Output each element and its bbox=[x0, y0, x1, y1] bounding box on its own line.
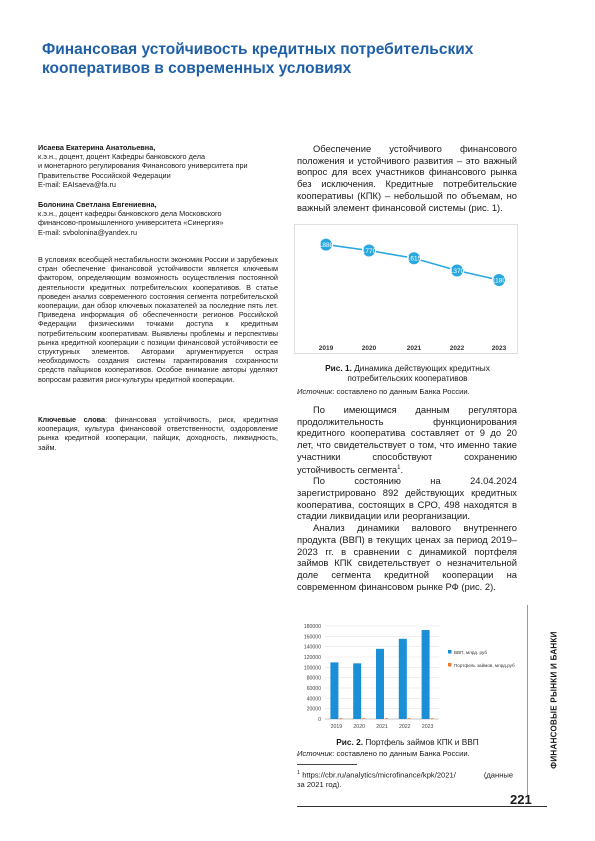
author-line: и монетарного регулирования Финансового университета при bbox=[38, 161, 248, 171]
x-tick-label: 2019 bbox=[330, 724, 343, 730]
article-title: Финансовая устойчивость кредитных потребительских кооперативов в современных условиях bbox=[42, 41, 474, 77]
author-name: Исаева Екатерина Анатольевна, bbox=[38, 143, 156, 152]
y-tick-label: 100000 bbox=[303, 665, 321, 672]
x-tick-label: 2022 bbox=[449, 345, 465, 352]
author-line: к.э.н., доцент, доцент Кафедры банковского дела bbox=[38, 152, 206, 162]
bar bbox=[339, 718, 342, 719]
figure-2-source-text: : составлено по данным Банка России. bbox=[332, 749, 470, 758]
data-label: 1180 bbox=[492, 277, 506, 285]
keywords-label: Ключевые слова bbox=[38, 415, 106, 424]
keywords bbox=[38, 415, 278, 452]
footnote-ref: 1 bbox=[397, 464, 401, 471]
y-tick-label: 0 bbox=[318, 717, 321, 723]
legend-label: Портфель займов, млрд.руб bbox=[454, 663, 515, 668]
paragraph-1-text: Обеспечение устойчивого финансового положения и устойчивого развития – это важный вопрос для всех участников финансового рынка без исключения. Кредитные потребительские кооперативы (КПК) – небольшой по объемам, но важный элемент финансовой системы (рис. 1). bbox=[297, 143, 517, 213]
figure-1-source bbox=[297, 387, 470, 396]
figure-1-caption-text: Динамика действующих кредитных потребительских кооперативов bbox=[347, 363, 490, 383]
x-tick-label: 2019 bbox=[318, 345, 334, 352]
y-tick-label: 140000 bbox=[303, 644, 321, 651]
legend-label: ВВП, млрд. руб bbox=[454, 650, 487, 655]
author-line: финансово-промышленного университета «Синергия» bbox=[38, 218, 224, 228]
footnote-mark: 1 bbox=[297, 770, 301, 776]
y-tick-label: 80000 bbox=[306, 675, 321, 682]
figure-2-source-label: Источник bbox=[297, 749, 333, 758]
bar bbox=[431, 718, 434, 719]
keywords-text: : финансовая устойчивость, риск, кредитная кооперация, культура финансовой ответственности, оздоровление рынка кредитной кооперации, пайщик, доходность, ликвидность, займ. bbox=[38, 415, 278, 452]
paragraphs-2-4 bbox=[297, 404, 517, 592]
footnote-divider bbox=[297, 764, 357, 765]
legend-swatch bbox=[448, 650, 452, 654]
bar bbox=[376, 649, 384, 719]
bar bbox=[330, 662, 338, 719]
y-tick-label: 120000 bbox=[303, 655, 321, 661]
figure-1-caption bbox=[300, 363, 515, 383]
figure-2-caption-text: Портфель займов КПК и ВВП bbox=[365, 737, 479, 747]
paragraph-3: По состоянию на 24.04.2024 зарегистрировано 892 действующих кредитных кооператива, состоящих в СРО, 498 находятся в стадии ликвидации или реорганизации. bbox=[297, 475, 517, 522]
paragraph-2-end: . bbox=[400, 463, 404, 475]
figure-1-source-label: Источник bbox=[297, 387, 333, 396]
bar bbox=[353, 663, 361, 719]
data-label: 1370 bbox=[449, 267, 465, 275]
y-tick-label: 40000 bbox=[306, 696, 321, 703]
author-line: к.э.н., доцент кафедры банковского дела Московского bbox=[38, 209, 222, 219]
author-line: Правительстве Российской Федерации bbox=[38, 170, 171, 180]
bar bbox=[422, 630, 430, 719]
bar bbox=[362, 718, 365, 719]
bar bbox=[408, 718, 411, 719]
paragraph-2-text: По имеющимся данным регулятора продолжительность функционирования кредитного кооператива составляет от 9 до 20 лет, что свидетельствует о том, что именно такие участники способствуют сохранению устойчивость сегмента bbox=[297, 404, 517, 475]
legend-swatch bbox=[448, 663, 452, 667]
author-email: E-mail: EAIsaeva@fa.ru bbox=[38, 179, 116, 189]
bar bbox=[399, 639, 407, 719]
paragraph-4: Анализ динамики валового внутреннего продукта (ВВП) в текущих ценах за период 2019–2023 гг. в сравнении с динамикой портфеля займов КПК свидетельствует о незначительной доле сегмента кредитной кооперации на современном финансовом рынке РФ (рис. 2). bbox=[297, 522, 517, 592]
side-rule bbox=[527, 605, 528, 795]
y-tick-label: 180000 bbox=[303, 624, 321, 630]
author-email: E-mail: svbolonina@yandex.ru bbox=[38, 227, 138, 237]
figure-1-source-text: : составлено по данным Банка России. bbox=[332, 387, 470, 396]
figure-2-bar-chart bbox=[296, 622, 521, 732]
x-tick-label: 2023 bbox=[421, 724, 434, 730]
x-tick-label: 2021 bbox=[376, 724, 388, 730]
section-side-label bbox=[547, 605, 561, 795]
figure-1-label: Рис. 1. bbox=[325, 363, 352, 373]
y-tick-label: 20000 bbox=[306, 706, 321, 713]
figure-2-source bbox=[297, 749, 470, 758]
x-tick-label: 2023 bbox=[491, 345, 507, 352]
data-label: 1770 bbox=[361, 247, 377, 255]
bar bbox=[385, 718, 388, 719]
footnote-link[interactable]: https://cbr.ru/analytics/microfinance/kpk/2021/ bbox=[302, 770, 456, 780]
y-tick-label: 60000 bbox=[306, 686, 321, 692]
footnote-tail: (данные за 2021 год). bbox=[297, 770, 514, 790]
x-tick-label: 2021 bbox=[406, 345, 422, 352]
author-block-1 bbox=[38, 143, 278, 189]
figure-1-line-chart bbox=[294, 224, 518, 354]
paragraph-2 bbox=[297, 404, 517, 475]
x-tick-label: 2020 bbox=[353, 724, 365, 730]
figure-2-label: Рис. 2. bbox=[336, 737, 364, 747]
author-block-2 bbox=[38, 200, 278, 237]
author-name: Болонина Светлана Евгениевна, bbox=[38, 200, 157, 209]
x-tick-label: 2020 bbox=[361, 345, 377, 352]
figure-2-caption bbox=[300, 737, 515, 747]
page-number: 221 bbox=[510, 792, 532, 807]
footnote bbox=[297, 769, 517, 790]
abstract: В условиях всеобщей нестабильности экономик России и зарубежных стран обеспечение финансовой устойчивости является ключевым фактором, определяющим возможность осуществления постоянной деятельности кредитных потребительских кооперативов. В статье проведен анализ современного состояния сегмента потребительской кооперации, дан обзор ключевых показателей за последние пять лет. Приведена информация об обеспеченности регионов Российской Федерации физическими точками доступа к кредитным потребительским кооперативам. Выявлены проблемы и перспективы рынка кредитной кооперации с позиции финансовой устойчивости ее структурных элементов. Авторами аргументируется острая необходимость создания системы гарантирования сохранности средств пайщиков кооперативов. Особое внимание авторы уделяют вопросам развития риск-культуры кредитной кооперации. bbox=[38, 255, 278, 384]
data-label: 1888 bbox=[318, 242, 334, 249]
x-tick-label: 2022 bbox=[399, 724, 411, 730]
data-label: 1615 bbox=[406, 255, 422, 263]
section-side-label-text: ФИНАНСОВЫЕ РЫНКИ И БАНКИ bbox=[549, 631, 559, 769]
y-tick-label: 160000 bbox=[303, 634, 321, 641]
paragraph-1 bbox=[297, 143, 517, 213]
